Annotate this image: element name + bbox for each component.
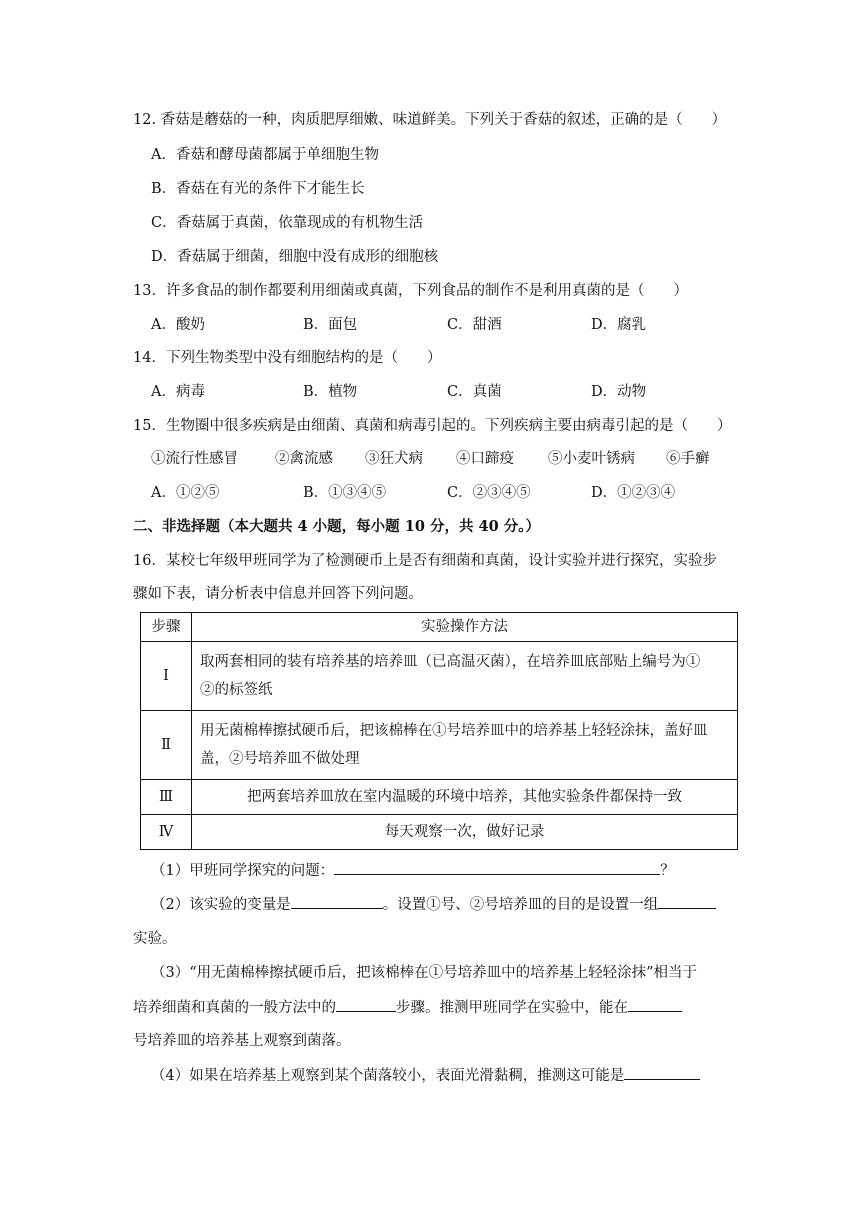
- sub-question-2-text-a: （2）该实验的变量是: [151, 897, 291, 913]
- question-15-option-a[interactable]: A．①②⑤: [151, 485, 220, 501]
- sub-question-3-line1: （3）“用无菌棉棒擦拭硬币后，把该棉棒在①号培养皿中的培养基上轻轻涂抹”相当于: [151, 965, 698, 981]
- question-13-option-a[interactable]: A．酸奶: [151, 317, 205, 333]
- question-15-item-5: ⑤小麦叶锈病: [548, 451, 635, 467]
- table-row: [141, 642, 738, 711]
- table-cell-method: [192, 711, 738, 780]
- sub-question-3-text-c: 步骤。推测甲班同学在实验中，能在: [396, 1000, 628, 1016]
- answer-blank-3b[interactable]: [628, 997, 682, 1012]
- sub-question-3-line3: 号培养皿的培养基上观察到菌落。: [133, 1033, 351, 1049]
- method-line: ②的标签纸: [200, 682, 273, 698]
- section-title: 二、非选择题（本大题共 4 小题，每小题 10 分，共 40 分。）: [133, 518, 540, 535]
- question-15-option-d[interactable]: D．①②③④: [591, 485, 676, 501]
- sub-question-2: [151, 894, 716, 915]
- question-16-stem-line1: 16．某校七年级甲班同学为了检测硬币上是否有细菌和真菌，设计实验并进行探究，实验步: [133, 553, 717, 569]
- table-header-step: 步骤: [141, 613, 192, 642]
- table-row: [141, 711, 738, 780]
- table-cell-method: 每天观察一次，做好记录: [192, 815, 738, 850]
- question-12-option-a[interactable]: A．香菇和酵母菌都属于单细胞生物: [151, 147, 379, 163]
- sub-question-2-end: 实验。: [133, 931, 177, 947]
- question-14-option-a[interactable]: A．病毒: [151, 384, 205, 400]
- experiment-table: [140, 612, 738, 850]
- table-row: [141, 780, 738, 815]
- table-cell-step: Ⅰ: [141, 642, 192, 711]
- answer-blank-1[interactable]: [334, 860, 660, 875]
- question-13-option-b[interactable]: B．面包: [303, 317, 358, 333]
- question-12-option-c[interactable]: C．香菇属于真菌，依靠现成的有机物生活: [151, 215, 424, 231]
- question-15-item-1: ①流行性感冒: [151, 451, 238, 467]
- table-cell-step: Ⅱ: [141, 711, 192, 780]
- question-12-stem: 12. 香菇是蘑菇的一种，肉质肥厚细嫩、味道鲜美。下列关于香菇的叙述，正确的是（ ）: [133, 112, 727, 128]
- table-cell-method: [192, 642, 738, 711]
- question-14-option-b[interactable]: B．植物: [303, 384, 358, 400]
- answer-blank-2b[interactable]: [658, 894, 716, 909]
- sub-question-4-text: （4）如果在培养基上观察到某个菌落较小，表面光滑黏稠，推测这可能是: [151, 1068, 625, 1084]
- answer-blank-4[interactable]: [624, 1065, 700, 1080]
- question-13-option-d[interactable]: D．腐乳: [591, 317, 647, 333]
- table-row: [141, 815, 738, 850]
- table-header-row: [141, 613, 738, 642]
- question-15-stem: 15．生物圈中很多疾病是由细菌、真菌和病毒引起的。下列疾病主要由病毒引起的是（ ）: [133, 418, 732, 434]
- question-15-item-6: ⑥手癣: [666, 451, 710, 467]
- sub-question-3-text-b: 培养细菌和真菌的一般方法中的: [133, 1000, 336, 1016]
- question-15-option-b[interactable]: B．①③④⑤: [303, 485, 387, 501]
- question-14-option-d[interactable]: D．动物: [591, 384, 647, 400]
- method-line: 盖，②号培养皿不做处理: [200, 751, 360, 767]
- table-cell-method: 把两套培养皿放在室内温暖的环境中培养，其他实验条件都保持一致: [192, 780, 738, 815]
- sub-question-1-end: ？: [660, 863, 675, 879]
- table-cell-step: Ⅲ: [141, 780, 192, 815]
- question-14-stem: 14．下列生物类型中没有细胞结构的是（ ）: [133, 350, 442, 366]
- method-line: 取两套相同的装有培养基的培养皿（已高温灭菌），在培养皿底部贴上编号为①: [200, 654, 701, 670]
- question-16-stem-line2: 骤如下表，请分析表中信息并回答下列问题。: [133, 586, 423, 602]
- sub-question-1: [151, 860, 675, 881]
- question-13-option-c[interactable]: C．甜酒: [447, 317, 502, 333]
- sub-question-4: [151, 1065, 700, 1086]
- table-header-method: 实验操作方法: [192, 613, 738, 642]
- question-15-option-c[interactable]: C．②③④⑤: [447, 485, 531, 501]
- sub-question-3-line2: [133, 997, 682, 1018]
- sub-question-1-text: （1）甲班同学探究的问题：: [151, 863, 335, 879]
- answer-blank-3a[interactable]: [336, 997, 396, 1012]
- question-14-option-c[interactable]: C．真菌: [447, 384, 502, 400]
- question-15-item-3: ③狂犬病: [365, 451, 423, 467]
- table-cell-step: Ⅳ: [141, 815, 192, 850]
- method-line: 用无菌棉棒擦拭硬币后，把该棉棒在①号培养皿中的培养基上轻轻涂抹，盖好皿: [200, 723, 708, 739]
- answer-blank-2a[interactable]: [291, 894, 383, 909]
- question-12-option-d[interactable]: D．香菇属于细菌，细胞中没有成形的细胞核: [151, 249, 439, 265]
- question-15-item-2: ②禽流感: [275, 451, 333, 467]
- sub-question-2-text-b: 。设置①号、②号培养皿的目的是设置一组: [382, 897, 659, 913]
- question-13-stem: 13．许多食品的制作都要利用细菌或真菌，下列食品的制作不是利用真菌的是（ ）: [133, 283, 688, 299]
- question-12-option-b[interactable]: B．香菇在有光的条件下才能生长: [151, 181, 365, 197]
- question-15-item-4: ④口蹄疫: [456, 451, 514, 467]
